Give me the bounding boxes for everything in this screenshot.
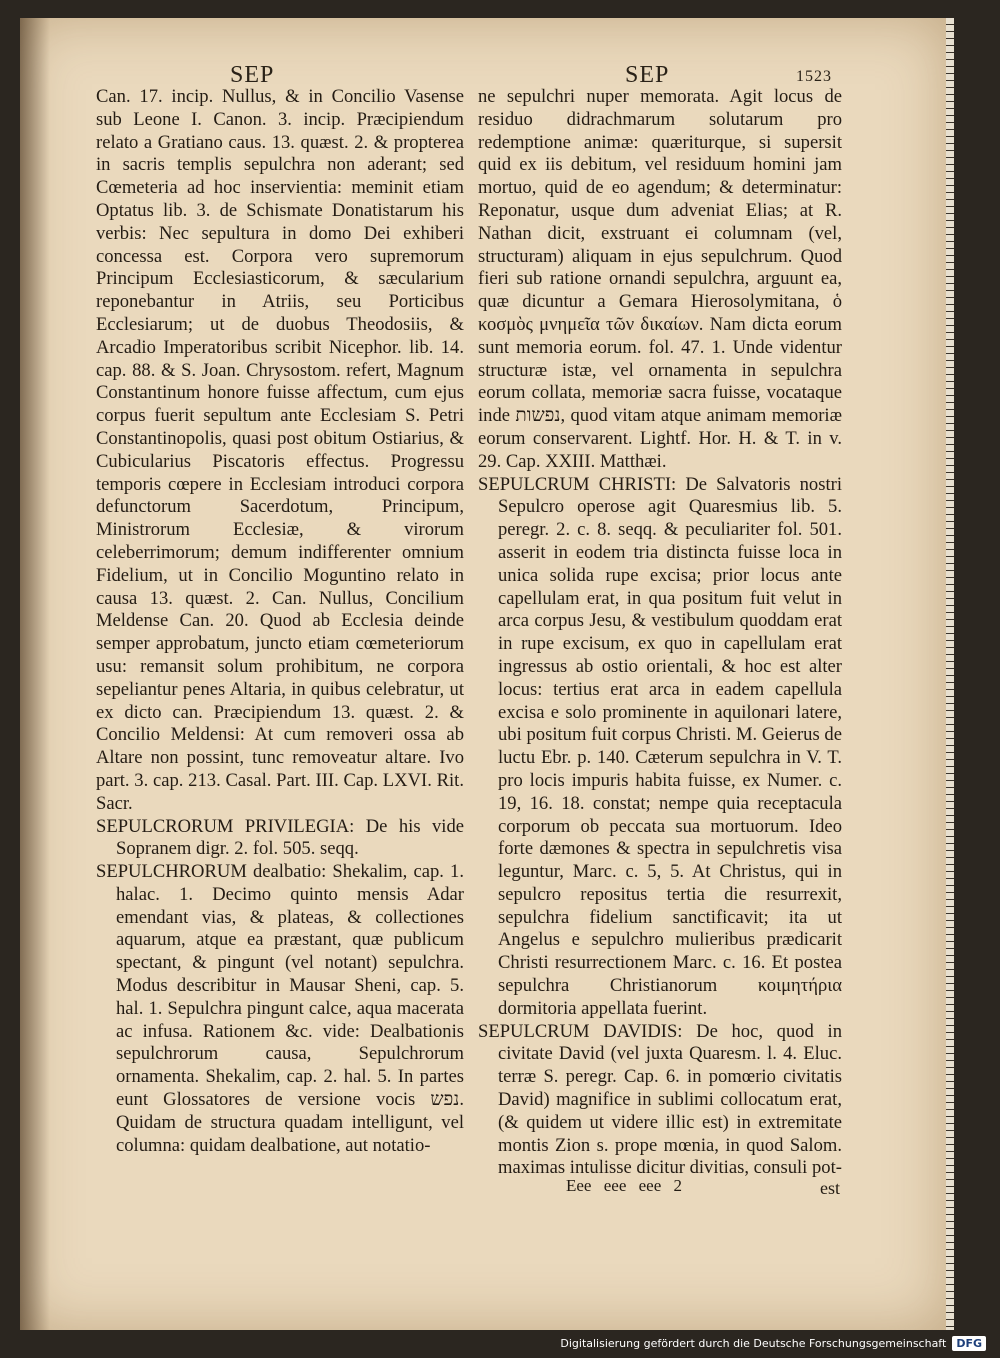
dictionary-entry: SEPULCHRORUM dealbatio: Shekalim, cap. 1. halac. 1. Decimo quinto mensis Adar emendant vias, & plateas, & collectiones aquarum, atque ea præstant, quæ publicum spectant, & pingunt (vel notant) sepulchra. Modus describitur in Mausar Sheni, cap. 5. hal. 1. Sepulchra pingunt calce, aqua macerata ac infusa. Rationem &c. vide: Dealbationis sepulchrorum causa, Sepulchrorum ornamenta. Shekalim, cap. 2. hal. 5. In partes eunt Glossatores de versione vocis נפש. Quidam de structura quadam intelligunt, vel columna: quidam dealbatione, aut notatio- [96,861,464,1156]
scan-ruler [946,18,954,1330]
signature-mark: Eee eee eee 2 [566,1176,682,1195]
digitization-footer [560,1334,986,1352]
page-number: 1523 [796,68,832,85]
text-paragraph: ne sepulchri nuper memorata. Agit locus de residuo didrachmarum solutarum pro redemptione animæ: quæriturque, si supersit quid ex iis debitum, vel residuum homini jam mortuo, quid de eo agendum; & determinatur: Reponatur, usque dum adveniat Elias; at R. Nathan dicit, exstruant ei columnam (vel, structuram) aliquam in ejus sepulchrum. Quod fieri sub ratione ornandi sepulchra, arguunt ea, quæ dicuntur a Gemara Hierosolymitana, ὁ κοσμὸς μνημεῖα τῶν δικαίων. Nam dicta eorum sunt memoria eorum. fol. 47. 1. Unde videntur structuræ istæ, vel ornamenta in sepulchra eorum collata, memoriæ sacra fuisse, vocataque inde נפשות, quod vitam atque animam memoriæ eorum conservarent. Lightf. Hor. H. & T. in v. 29. Cap. XXIII. Matthæi. [478,86,842,472]
left-column [96,86,464,1157]
book-page [20,18,947,1330]
dictionary-entry: SEPULCRUM CHRISTI: De Salvatoris nostri Sepulcro operose agit Quaresmius lib. 5. peregr. 2. c. 8. seqq. & peculiariter fol. 501. asserit in eodem tria distincta fuisse loca in unica solida rupe excisa; prior locus ante capellulam erat, in qua positum fuit velut in arca corpus Jesu, & vestibulum quoddam erat in rupe excisum, ex quo in capellulam erat ingressus ab ostio orientali, & hoc est alter locus: tertius erat arca in eadem capellula excisa e solo prominente in aquilonari latere, ubi positum fuit corpus Christi. M. Geierus de luctu Ebr. p. 140. Cæterum sepulchra in V. T. pro locis impuris habita fuisse, ex Numer. c. 19, 16. 18. constat; nempe quia receptacula corporum ob peccata sua mortuorum. Ideo forte dæmones & spectra in sepulchretis visa leguntur, Marc. c. 5, 5. At Christus, qui in sepulcro repositus tertia die resurrexit, sepulchra fidelium sanctificavit; ita ut Angelus e sepulchro mulieribus prædicarit Christi resurrectionem Marc. c. 16. Et postea sepulchra Christianorum κοιμητήρια dormitoria appellata fuerint. [478,473,842,1019]
page-gutter-shadow [20,18,50,1330]
text-paragraph: Can. 17. incip. Nullus, & in Concilio Vasense sub Leone I. Canon. 3. incip. Præcipiendum relato a Gratiano caus. 13. quæst. 2. & propterea in sacris templis sepulchra non aderant; sed Cœmeteria ad hoc inservientia: meminit etiam Optatus lib. 3. de Schismate Donatistarum his verbis: Nec sepultura in domo Dei exhiberi concessa est. Corpora vero supremorum Principum Ecclesiasticorum, & sæcularium reponebantur in Atriis, seu Porticibus Ecclesiarum; ut de duobus Theodosiis, & Arcadio Imperatoribus scribit Nicephor. lib. 14. cap. 88. & S. Joan. Chrysostom. refert, Magnum Constantinum honore fuisse affectum, cum ejus corpus fuerit sepultum ante Ecclesiam S. Petri Constantinopolis, quasi post obitum Ostiarius, & Cubicularius Piscatoris effectus. Progressu temporis cœpere in Ecclesiam introduci corpora defunctorum Sacerdotum, Principum, Ministrorum Ecclesiæ, & virorum celeberrimorum; demum indifferenter omnium Fidelium, ut in Concilio Moguntino relato in causa 13. quæst. 2. Can. Nullus, Concilium Meldense Can. 20. Quod ab Ecclesia deinde semper approbatum, juncto etiam cœmeteriorum usu: remansit solum prohibitum, ne corpora sepeliantur penes Altaria, in quibus celebratur, ut ex dicto can. Præcipiendum 13. quæst. 2. & Concilio Meldensi: At cum removeri ossa ab Altare non possint, tunc removeatur altare. Ivo part. 3. cap. 213. Casal. Part. III. Cap. LXVI. Rit. Sacr. [96,86,464,814]
running-head-right: SEP [625,62,670,88]
right-column [478,86,842,1180]
dictionary-entry: SEPULCRORUM PRIVILEGIA: De his vide Sopranem digr. 2. fol. 505. seqq. [96,815,464,860]
dictionary-entry: SEPULCRUM DAVIDIS: De hoc, quod in civitate David (vel juxta Quaresm. l. 4. Eluc. terræ S. peregr. Cap. 6. in pomœrio civitatis David) magnifice in sublimi collocatum erat, (& quidem ut videre illic est) in extremitate montis Zion s. prope mœnia, in quod Salom. maximas intulisse dicitur divitias, consuli pot- [478,1020,842,1179]
catchword: est [820,1178,840,1198]
running-head-left: SEP [230,62,275,88]
dfg-logo: DFG [952,1336,986,1351]
footer-text: Digitalisierung gefördert durch die Deutsche Forschungsgemeinschaft [560,1336,947,1350]
